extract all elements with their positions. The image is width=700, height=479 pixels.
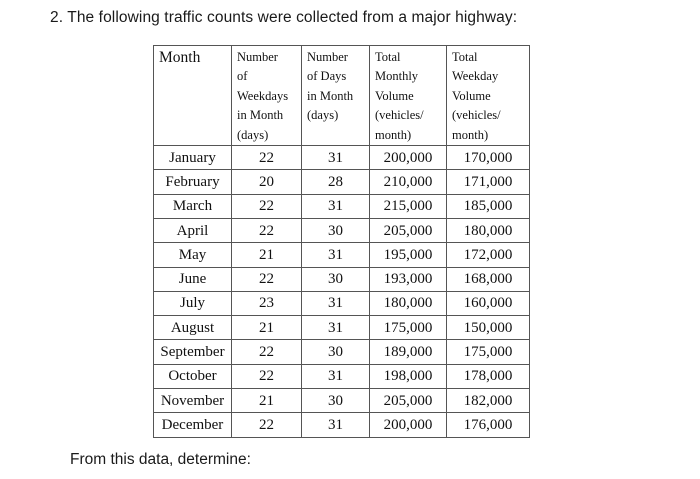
days-cell: 31	[302, 243, 370, 267]
weekdays-cell: 20	[232, 170, 302, 194]
weekdays-cell: 21	[232, 389, 302, 413]
table-row	[154, 194, 530, 218]
month-cell: April	[154, 218, 232, 242]
month-cell: October	[154, 364, 232, 388]
header-line: of Days	[307, 69, 347, 84]
month-cell: January	[154, 146, 232, 170]
header-line: Volume	[375, 88, 414, 103]
header-line: month)	[452, 127, 489, 142]
table-header	[154, 46, 530, 146]
monthly-volume-cell: 210,000	[370, 170, 447, 194]
header-line: Weekday	[452, 69, 499, 84]
weekdays-cell: 22	[232, 340, 302, 364]
weekdays-cell: 23	[232, 291, 302, 315]
table-row	[154, 146, 530, 170]
header-line: Number	[237, 50, 278, 64]
weekdays-cell: 22	[232, 267, 302, 291]
table-row	[154, 389, 530, 413]
traffic-counts-table	[153, 45, 530, 438]
weekday-volume-cell: 176,000	[447, 413, 530, 437]
weekday-volume-cell: 170,000	[447, 146, 530, 170]
days-cell: 31	[302, 364, 370, 388]
monthly-volume-cell: 205,000	[370, 218, 447, 242]
days-cell: 31	[302, 146, 370, 170]
days-cell: 28	[302, 170, 370, 194]
weekday-volume-cell: 182,000	[447, 389, 530, 413]
weekday-volume-cell: 178,000	[447, 364, 530, 388]
header-line: month)	[375, 127, 412, 142]
weekday-volume-cell: 185,000	[447, 194, 530, 218]
month-cell: August	[154, 316, 232, 340]
header-monthly-volume	[370, 46, 447, 146]
header-line: Total	[452, 50, 478, 64]
days-cell: 31	[302, 413, 370, 437]
monthly-volume-cell: 180,000	[370, 291, 447, 315]
month-cell: June	[154, 267, 232, 291]
monthly-volume-cell: 189,000	[370, 340, 447, 364]
month-cell: September	[154, 340, 232, 364]
monthly-volume-cell: 195,000	[370, 243, 447, 267]
weekdays-cell: 22	[232, 194, 302, 218]
weekdays-cell: 22	[232, 146, 302, 170]
header-line: Weekdays	[237, 88, 289, 103]
month-cell: May	[154, 243, 232, 267]
days-cell: 30	[302, 267, 370, 291]
question-text: 2. The following traffic counts were collected from a major highway:	[50, 9, 518, 26]
header-line: in Month	[237, 108, 284, 123]
monthly-volume-cell: 215,000	[370, 194, 447, 218]
header-month	[154, 46, 232, 146]
days-cell: 31	[302, 291, 370, 315]
monthly-volume-cell: 200,000	[370, 146, 447, 170]
header-line: Number	[307, 50, 348, 64]
table-row	[154, 267, 530, 291]
header-line: Total	[375, 50, 401, 64]
header-line: (days)	[307, 108, 339, 123]
table-row	[154, 243, 530, 267]
table-row	[154, 218, 530, 242]
header-line: (days)	[237, 127, 269, 142]
month-cell: July	[154, 291, 232, 315]
header-line: in Month	[307, 88, 354, 103]
days-cell: 31	[302, 194, 370, 218]
table-row	[154, 291, 530, 315]
weekday-volume-cell: 171,000	[447, 170, 530, 194]
month-cell: March	[154, 194, 232, 218]
weekday-volume-cell: 160,000	[447, 291, 530, 315]
header-line: Volume	[452, 88, 491, 103]
header-row	[154, 46, 530, 146]
header-line: Monthly	[375, 69, 419, 84]
footer-text: From this data, determine:	[70, 451, 251, 468]
table-row	[154, 413, 530, 437]
table-row	[154, 364, 530, 388]
header-weekday-volume	[447, 46, 530, 146]
header-line: of	[237, 69, 248, 84]
header-line: (vehicles/	[452, 108, 501, 123]
days-cell: 31	[302, 316, 370, 340]
month-cell: February	[154, 170, 232, 194]
month-cell: December	[154, 413, 232, 437]
header-line: Month	[159, 49, 201, 66]
monthly-volume-cell: 175,000	[370, 316, 447, 340]
header-line: (vehicles/	[375, 108, 424, 123]
weekdays-cell: 21	[232, 243, 302, 267]
table-row	[154, 170, 530, 194]
weekdays-cell: 22	[232, 218, 302, 242]
weekday-volume-cell: 172,000	[447, 243, 530, 267]
weekdays-cell: 22	[232, 364, 302, 388]
table-row	[154, 316, 530, 340]
monthly-volume-cell: 193,000	[370, 267, 447, 291]
month-cell: November	[154, 389, 232, 413]
header-days	[302, 46, 370, 146]
table-row	[154, 340, 530, 364]
days-cell: 30	[302, 340, 370, 364]
days-cell: 30	[302, 389, 370, 413]
weekday-volume-cell: 168,000	[447, 267, 530, 291]
days-cell: 30	[302, 218, 370, 242]
monthly-volume-cell: 198,000	[370, 364, 447, 388]
header-weekdays	[232, 46, 302, 146]
weekdays-cell: 22	[232, 413, 302, 437]
weekday-volume-cell: 150,000	[447, 316, 530, 340]
table-body	[154, 146, 530, 438]
weekdays-cell: 21	[232, 316, 302, 340]
monthly-volume-cell: 200,000	[370, 413, 447, 437]
monthly-volume-cell: 205,000	[370, 389, 447, 413]
weekday-volume-cell: 180,000	[447, 218, 530, 242]
weekday-volume-cell: 175,000	[447, 340, 530, 364]
